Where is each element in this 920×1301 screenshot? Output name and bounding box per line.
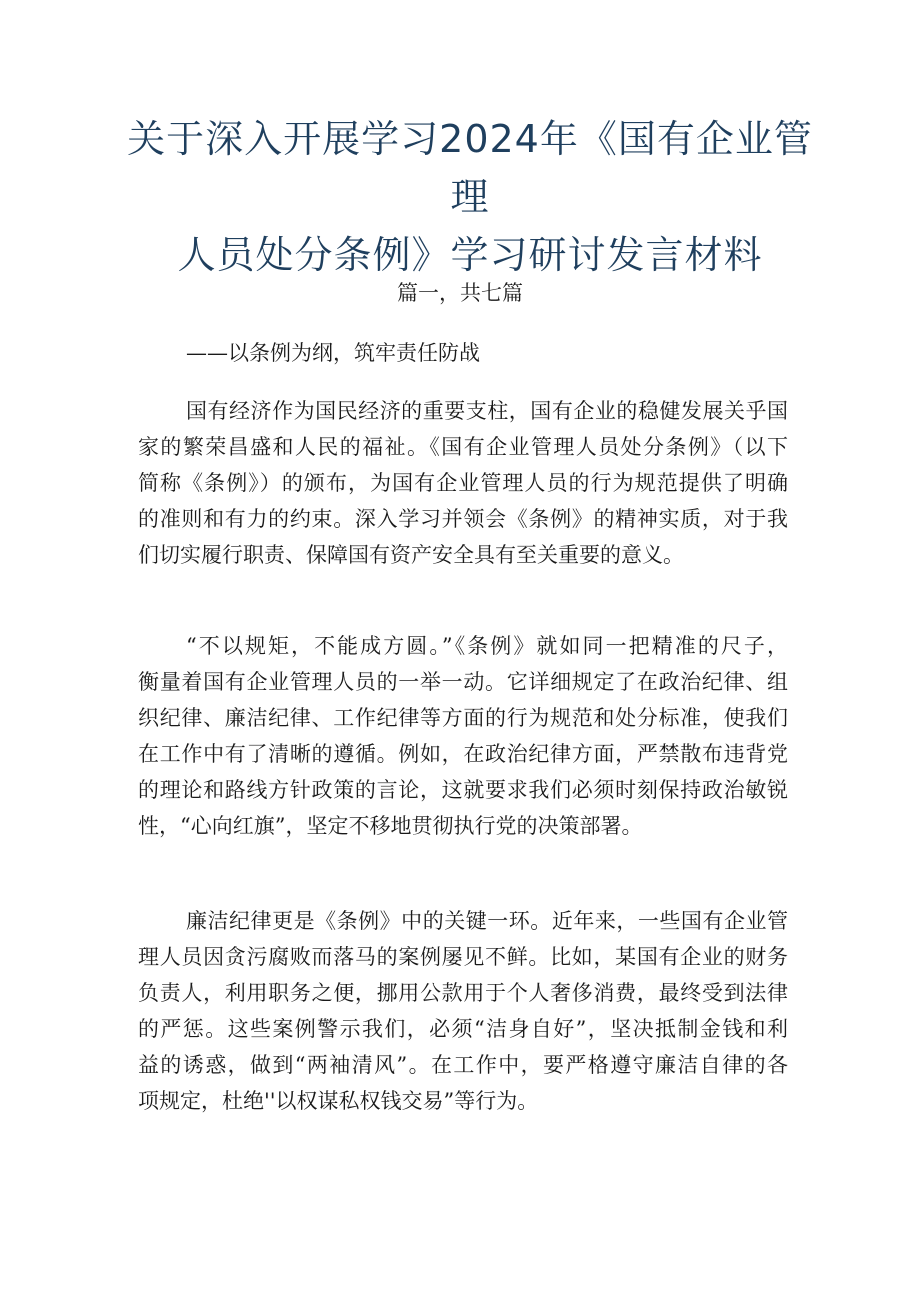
paragraph-line: 的理论和路线方针政策的言论，这就要求我们必须时刻保持政治敏锐 <box>138 778 788 802</box>
section-heading: 篇一，共七篇 <box>397 281 523 305</box>
paragraph-line: 家的繁荣昌盛和人民的福祉。《国有企业管理人员处分条例》（以下 <box>138 435 788 459</box>
paragraph-line: 织纪律、廉洁纪律、工作纪律等方面的行为规范和处分标准，使我们 <box>138 706 788 730</box>
paragraph-line: 益的诱惑，做到“两袖清风”。在工作中，要严格遵守廉洁自律的各 <box>138 1053 788 1077</box>
paragraph-line: 们切实履行职责、保障国有资产安全具有至关重要的意义。 <box>138 543 684 567</box>
paragraph-line: “不以规矩，不能成方圆。”《条例》就如同一把精准的尺子， <box>186 634 788 658</box>
section-subtitle: ——以条例为纲，筑牢责任防战 <box>186 341 480 365</box>
paragraph-line: 简称《条例》）的颁布，为国有企业管理人员的行为规范提供了明确 <box>138 471 788 495</box>
paragraph-line: 廉洁纪律更是《条例》中的关键一环。近年来，一些国有企业管 <box>186 909 788 933</box>
paragraph-line: 的严惩。这些案例警示我们，必须“洁身自好”，坚决抵制金钱和利 <box>138 1017 788 1041</box>
paragraph-line: 衡量着国有企业管理人员的一举一动。它详细规定了在政治纪律、组 <box>138 670 788 694</box>
paragraph-line: 性，“心向红旗”，坚定不移地贯彻执行党的决策部署。 <box>138 814 643 838</box>
paragraph-line: 的准则和有力的约束。深入学习并领会《条例》的精神实质，对于我 <box>138 507 788 531</box>
paragraph-line: 负责人，利用职务之便，挪用公款用于个人奢侈消费，最终受到法律 <box>138 981 788 1005</box>
document-title <box>120 110 820 284</box>
paragraph-line: 在工作中有了清晰的遵循。例如，在政治纪律方面，严禁散布违背党 <box>138 742 788 766</box>
paragraph-line: 项规定，杜绝''以权谋私权钱交易”等行为。 <box>138 1089 539 1113</box>
document-title-line-1: 关于深入开展学习2024年《国有企业管理 <box>127 117 813 219</box>
paragraph-3 <box>138 903 788 1119</box>
paragraph-1 <box>138 393 788 573</box>
document-title-line-2: 人员处分条例》学习研讨发言材料 <box>177 233 763 277</box>
paragraph-2 <box>138 628 788 844</box>
paragraph-line: 国有经济作为国民经济的重要支柱，国有企业的稳健发展关乎国 <box>186 399 788 423</box>
paragraph-line: 理人员因贪污腐败而落马的案例屡见不鲜。比如，某国有企业的财务 <box>138 945 788 969</box>
